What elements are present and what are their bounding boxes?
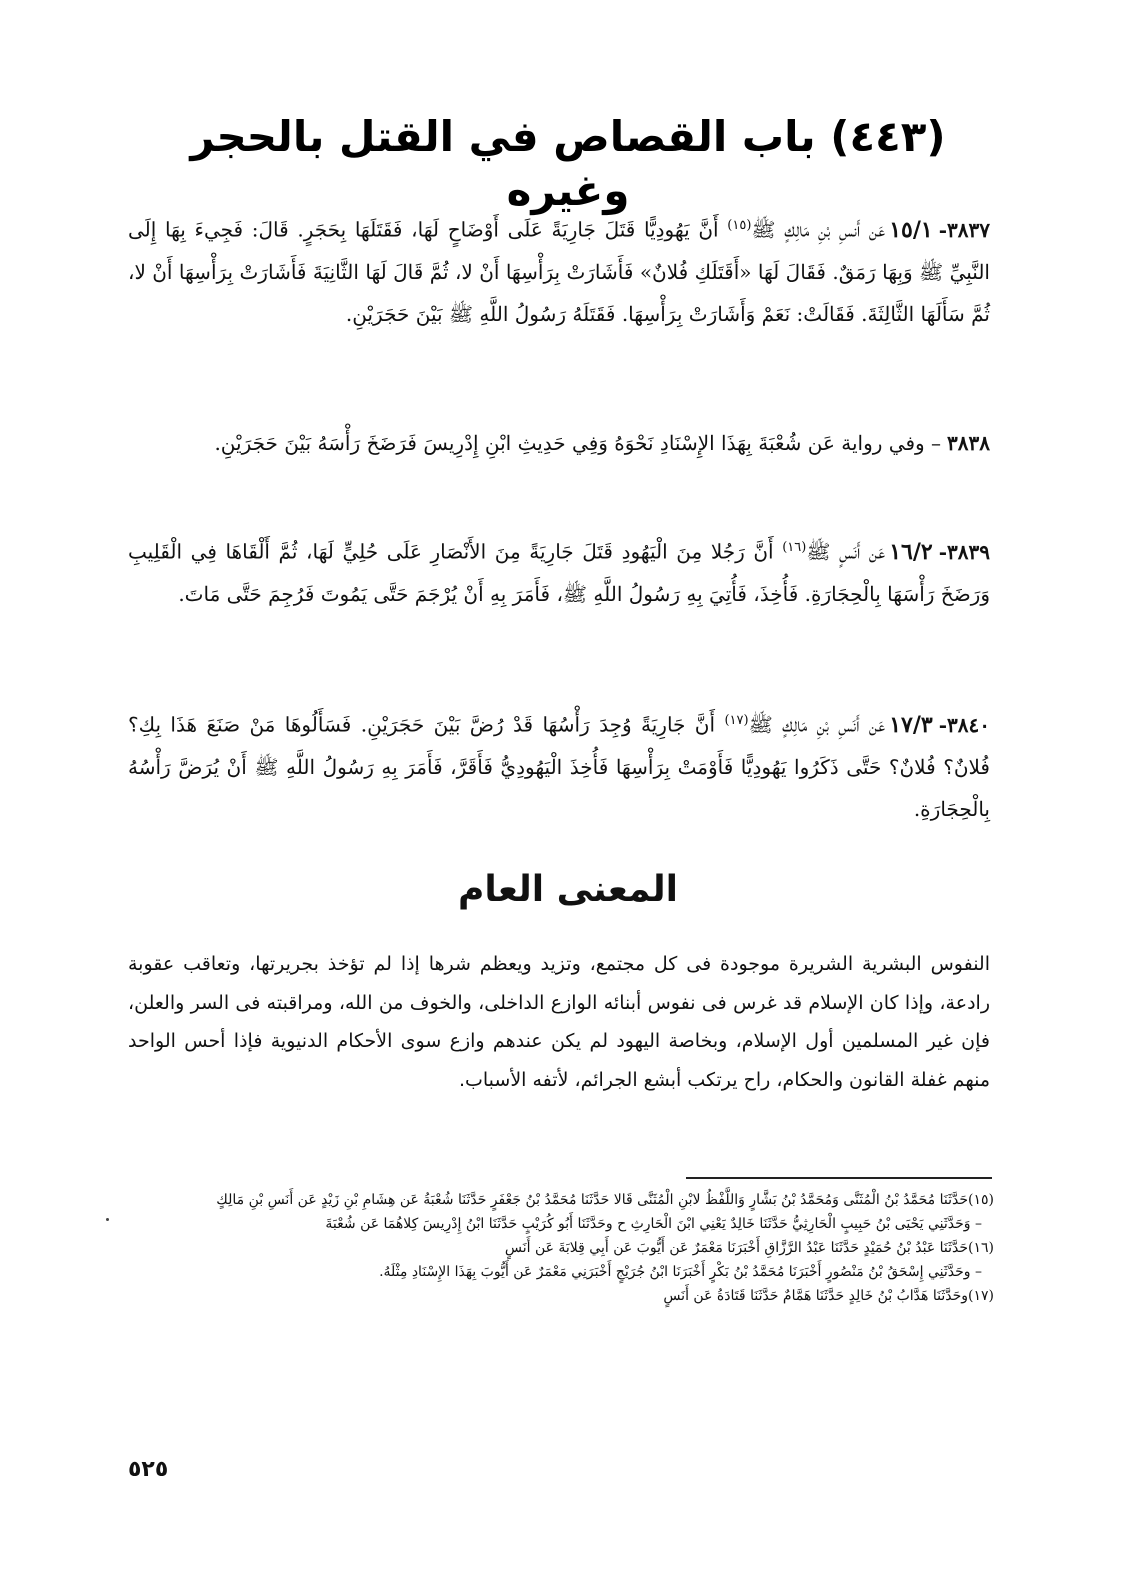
hadith-narrator: عَن أَنَسِ بْنِ مَالِكٍ ﷺ [748, 712, 886, 737]
page-number: ٥٢٥ [128, 1457, 169, 1482]
hadith-text: – وفي رواية عَن شُعْبَةَ بِهَذَا الإِسْنَادِ نَحْوَهُ وَفِي حَدِيثِ ابْنِ إِدْرِيسَ فَرَضَخَ رَأْسَهُ بَيْنَ حَجَرَيْنِ. [214, 431, 942, 455]
footnote-divider [686, 1177, 992, 1179]
hadith-reference: ١٦/٢ [889, 538, 933, 565]
hadith-3840 [128, 700, 990, 830]
footnote-15 [128, 1188, 994, 1212]
footnotes [128, 1188, 994, 1308]
footnote-label: (١٥) [968, 1192, 994, 1208]
footnote-text: حَدَّثَنَا مُحَمَّدُ بْنُ الْمُثَنَّى وَمُحَمَّدُ بْنُ بَشَّارٍ وَاللَّفْظُ لابْنِ الْمُثَنَّى قَالا حَدَّثَنَا مُحَمَّدُ بْنُ جَعْفَرٍ حَدَّثَنَا شُعْبَةُ عَن هِشَامِ بْنِ زَيْدٍ عَن أَنَسِ بْنِ مَالِكٍ [216, 1192, 969, 1208]
chapter-title: (٤٤٣) باب القصاص في القتل بالحجر وغيره [190, 112, 946, 215]
hadith-reference: ١٧/٣ [889, 711, 933, 738]
footnote-label: (١٦) [968, 1240, 994, 1256]
hadith-3838 [128, 422, 990, 464]
hadith-reference: ١٥/١ [889, 216, 933, 243]
footnote-17 [128, 1284, 994, 1308]
hadith-number: ٣٨٣٨ [947, 431, 990, 455]
footnote-text: وَحَدَّثَنِي يَحْيَى بْنُ حَبِيبٍ الْحَارِثِيُّ حَدَّثَنَا خَالِدٌ يَعْنِي ابْنَ الْحَارِثِ ح وحَدَّثَنَا أَبُو كُرَيْبٍ حَدَّثَنَا ابْنُ إِدْرِيسَ كِلاهُمَا عَن شُعْبَةَ [325, 1216, 971, 1232]
hadith-text: أَنَّ يَهُودِيًّا قَتَلَ جَارِيَةً عَلَى أَوْضَاحٍ لَهَا، فَقَتَلَهَا بِحَجَرٍ. قَالَ: فَجِيءَ بِهَا إِلَى النَّبِيِّ ﷺ وَبِهَا رَمَقٌ. فَقَالَ لَهَا «أَقَتَلَكِ فُلانٌ» فَأَشَارَتْ بِرَأْسِهَا أَنْ لا، ثُمَّ قَالَ لَهَا الثَّانِيَةَ فَأَشَارَتْ بِرَأْسِهَا أَنْ لا، ثُمَّ سَأَلَهَا الثَّالِثَةَ. فَقَالَتْ: نَعَمْ وَأَشَارَتْ بِرَأْسِهَا. فَقَتَلَهُ رَسُولُ اللَّهِ ﷺ بَيْنَ حَجَرَيْنِ. [128, 217, 990, 326]
footnote-15-cont [128, 1212, 994, 1236]
footnote-label: (١٧) [968, 1288, 994, 1304]
section-body: النفوس البشرية الشريرة موجودة فى كل مجتمع، وتزيد ويعظم شرها إذا لم تؤخذ بجريرتها، وتعاقب عقوبة رادعة، وإذا كان الإسلام قد غرس فى نفوس أبنائه الوازع الداخلى، والخوف من الله، ومراقبته فى السر والعلن، فإن غير المسلمين أول الإسلام، وبخاصة اليهود لم يكن عندهم وازع سوى الأحكام الدنيوية فإذا أحس الواحد منهم غفلة القانون والحكام، راح يرتكب أبشع الجرائم، لأتفه الأسباب. [128, 953, 990, 1091]
footnote-text: وحَدَّثَنِي إِسْحَقُ بْنُ مَنْصُورٍ أَخْبَرَنَا مُحَمَّدُ بْنُ بَكْرٍ أَخْبَرَنَا ابْنُ جُرَيْجٍ أَخْبَرَنِي مَعْمَرٌ عَن أَيُّوبَ بِهَذَا الإِسْنَادِ مِثْلَهُ. [379, 1264, 971, 1280]
hadith-3839 [128, 527, 990, 615]
scan-speck [106, 1218, 109, 1221]
hadith-text: أَنَّ جَارِيَةً وُجِدَ رَأْسُهَا قَدْ رُضَّ بَيْنَ حَجَرَيْنِ. فَسَأَلُوهَا مَنْ صَنَعَ هَذَا بِكِ؟ فُلانٌ؟ فُلانٌ؟ حَتَّى ذَكَرُوا يَهُودِيًّا فَأَوْمَتْ بِرَأْسِهَا فَأُخِذَ الْيَهُودِيُّ فَأَقَرَّ، فَأَمَرَ بِهِ رَسُولُ اللَّهِ ﷺ أَنْ يُرَضَّ رَأْسُهُ بِالْحِجَارَةِ. [128, 712, 990, 821]
hadith-text: أَنَّ رَجُلا مِنَ الْيَهُودِ قَتَلَ جَارِيَةً مِنَ الأَنْصَارِ عَلَى حُلِيٍّ لَهَا، ثُمَّ أَلْقَاهَا فِي الْقَلِيبِ وَرَضَخَ رَأْسَهَا بِالْحِجَارَةِ. فَأُخِذَ، فَأُتِيَ بِهِ رَسُولُ اللَّهِ ﷺ، فَأَمَرَ بِهِ أَنْ يُرْجَمَ حَتَّى يَمُوتَ فَرُجِمَ حَتَّى مَاتَ. [128, 539, 990, 606]
footnote-marker: (١٥) [727, 218, 752, 233]
footnote-label: – [975, 1264, 982, 1280]
hadith-narrator: عَن أَنَسٍ ﷺ [806, 539, 886, 564]
hadith-3837 [128, 205, 990, 335]
footnote-marker: (١٧) [724, 713, 749, 728]
footnote-marker: (١٦) [782, 540, 807, 555]
footnote-16 [128, 1236, 994, 1260]
hadith-number: ٣٨٤٠- [938, 712, 990, 737]
footnote-16-cont [128, 1260, 994, 1284]
section-heading: المعنى العام [457, 869, 679, 910]
hadith-narrator: عَن أَنسِ بْنِ مَالِكٍ ﷺ [751, 217, 886, 242]
hadith-number: ٣٨٣٧- [938, 217, 990, 242]
footnote-label: – [975, 1216, 982, 1232]
footnote-text: وحَدَّثَنَا هَدَّابُ بْنُ خَالِدٍ حَدَّثَنَا هَمَّامٌ حَدَّثَنَا قَتَادَةُ عَن أَنَسٍ [663, 1288, 969, 1304]
footnote-text: حَدَّثَنَا عَبْدُ بْنُ حُمَيْدٍ حَدَّثَنَا عَبْدُ الرَّزَّاقِ أَخْبَرَنَا مَعْمَرٌ عَن أَيُّوبَ عَن أَبِي قِلابَةَ عَن أَنَسٍ [504, 1240, 969, 1256]
hadith-number: ٣٨٣٩- [938, 539, 990, 564]
